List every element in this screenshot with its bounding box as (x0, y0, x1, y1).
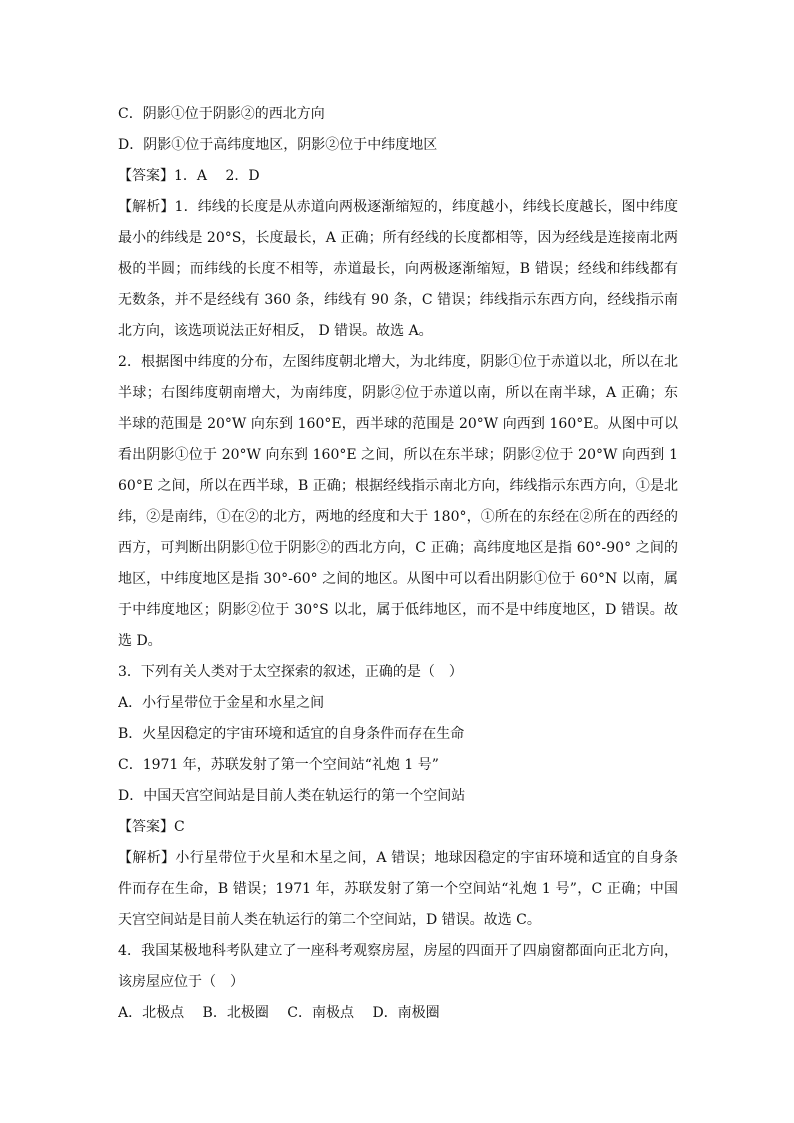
answer-text: 1．A 2．D (174, 168, 260, 184)
question-3-option-a: A．小行星带位于金星和水星之间 (118, 695, 325, 711)
analysis-tag: 【解析】 (118, 850, 176, 866)
answer-tag: 【答案】 (118, 819, 174, 835)
analysis-block-3 (118, 843, 678, 936)
analysis-text: 1．纬线的长度是从赤道向两极逐渐缩短的，纬度越小，纬线长度越长，图中纬度最小的纬线是 20°S，长度最长，A 正确；所有经线的长度都相等，因为经线是连接南北两极的半圆；而纬线的长度不相等，赤道最长，向两极逐渐缩短，B 错误；经线和纬线都有无数条，并不是经线有 360 条，纬线有 90 条，C 错误；纬线指示东西方向，经线指示南北方向，该选项说法正好相反， D 错误。故选 A。 (118, 199, 679, 339)
question-4-options: A．北极点 B．北极圈 C．南极点 D．南极圈 (118, 1005, 440, 1021)
question-3-option-d: D．中国天宫空间站是目前人类在轨运行的第一个空间站 (118, 788, 466, 804)
analysis-block-2: 2．根据图中纬度的分布，左图纬度朝北增大，为北纬度，阴影①位于赤道以北，所以在北半球；右图纬度朝南增大，为南纬度，阴影②位于赤道以南，所以在南半球，A 正确；东半球的范围是 20°W 向东到 160°E，西半球的范围是 20°W 向西到 160°E。从图中可以看出阴影①位于 20°W 向东到 160°E 之间，所以在东半球；阴影②位于 20°W 向西到 160°E 之间，所以在西半球，B 正确；根据经线指示南北方向，纬线指示东西方向，①是北纬，②是南纬，①在②的北方，两地的经度和大于 180°，①所在的东经在②所在的西经的西方，可判断出阴影①位于阴影②的西北方向，C 正确；高纬度地区是指 60°-90° 之间的地区，中纬度地区是指 30°-60° 之间的地区。从图中可以看出阴影①位于 60°N 以南，属于中纬度地区；阴影②位于 30°S 以北，属于低纬地区，而不是中纬度地区，D 错误。故选 D。 (118, 354, 678, 649)
question-4-stem: 4．我国某极地科考队建立了一座科考观察房屋，房屋的四面开了四扇窗都面向正北方向，该房屋应位于（ ） (118, 943, 678, 990)
answer-tag: 【答案】 (118, 168, 174, 184)
option-c-prev: C．阴影①位于阴影②的西北方向 (118, 106, 325, 122)
answer-block-3 (118, 812, 678, 843)
question-3-stem: 3．下列有关人类对于太空探索的叙述，正确的是（ ） (118, 664, 463, 680)
answer-text: C (174, 819, 185, 835)
analysis-tag: 【解析】 (118, 199, 175, 215)
option-d-prev: D．阴影①位于高纬度地区，阴影②位于中纬度地区 (118, 137, 438, 153)
analysis-text: 小行星带位于火星和木星之间，A 错误；地球因稳定的宇宙环境和适宜的自身条件而存在生命，B 错误；1971 年，苏联发射了第一个空间站“礼炮 1 号”，C 正确；中国天宫空间站是目前人类在轨运行的第二个空间站，D 错误。故选 C。 (118, 850, 679, 928)
answer-block-1 (118, 161, 678, 192)
question-3-option-c: C．1971 年，苏联发射了第一个空间站“礼炮 1 号” (118, 757, 439, 773)
document-content (118, 99, 678, 1029)
analysis-block-1 (118, 192, 678, 347)
question-3-option-b: B．火星因稳定的宇宙环境和适宜的自身条件而存在生命 (118, 726, 465, 742)
